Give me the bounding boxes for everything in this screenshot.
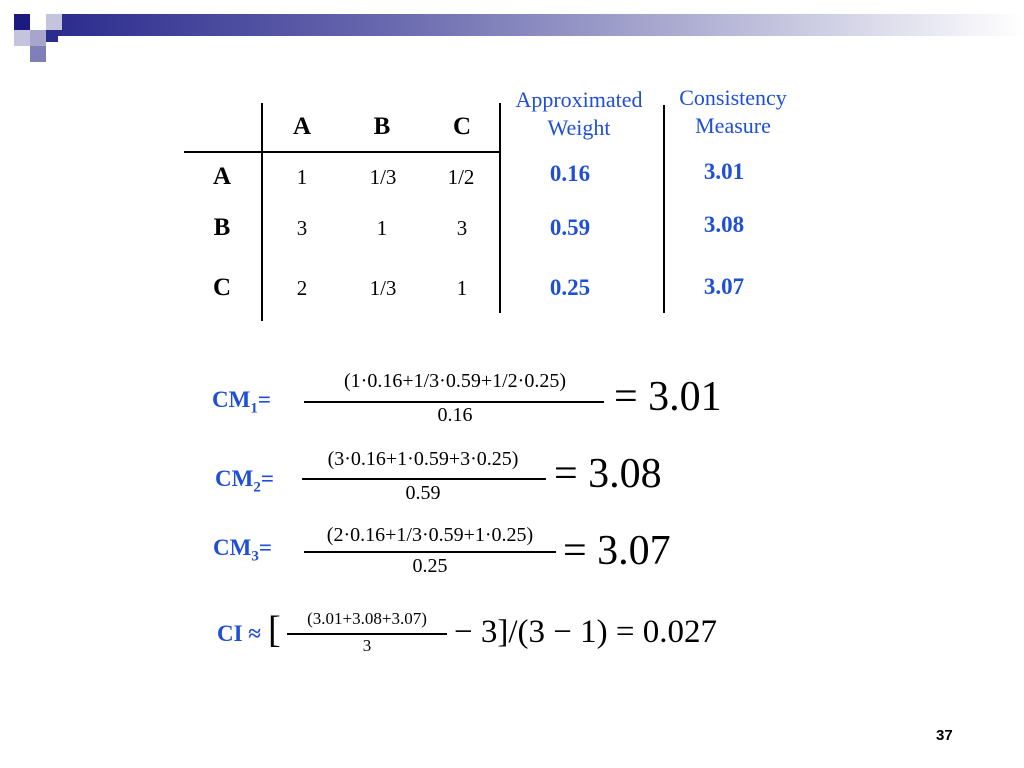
equation-label-sub: 2: [253, 479, 261, 496]
equation-label-suffix: =: [257, 387, 271, 412]
cell-c-b: 1/3: [369, 276, 397, 300]
header-banner: [58, 14, 1024, 36]
cell-b-a: 3: [296, 216, 308, 240]
consistency-a: 3.01: [703, 159, 745, 184]
decor-square-mid: [30, 46, 46, 62]
col-header-c: C: [452, 113, 472, 140]
ci-numerator: (3.01+3.08+3.07): [307, 609, 427, 628]
equation-numerator: (3·0.16+1·0.59+3·0.25): [327, 448, 519, 470]
weight-a: 0.16: [549, 161, 591, 186]
weight-c: 0.25: [549, 275, 591, 300]
cell-a-a: 1: [296, 165, 308, 189]
ci-open-bracket: [: [268, 609, 281, 651]
equation-numerator: (2·0.16+1/3·0.59+1·0.25): [326, 524, 534, 546]
row-header-b: B: [213, 214, 231, 241]
fraction-bar: [304, 401, 604, 403]
equation-label: [212, 387, 271, 418]
weight-header-line1: Approximated: [515, 87, 643, 112]
decor-square-light: [46, 14, 62, 30]
cell-a-b: 1/3: [369, 165, 397, 189]
weight-header-line2: Weight: [547, 115, 611, 140]
cell-c-a: 2: [296, 276, 308, 300]
fraction-bar: [302, 478, 546, 480]
equation-denominator: 0.59: [405, 482, 441, 504]
consistency-b: 3.08: [703, 212, 745, 237]
table-header-divider: [184, 151, 500, 153]
equation-label-text: CM: [215, 466, 254, 491]
fraction-bar: [304, 551, 556, 553]
equation-label-sub: 1: [250, 400, 258, 417]
equation-result: = 3.08: [554, 451, 662, 497]
weight-column-header: [500, 86, 658, 142]
ci-fraction-bar: [287, 633, 447, 635]
ci-result: − 3]/(3 − 1) = 0.027: [454, 614, 717, 650]
equation-label-text: CM: [212, 387, 251, 412]
consistency-column-header: [660, 84, 806, 140]
col-header-a: A: [292, 113, 312, 140]
equation-label-sub: 3: [251, 548, 259, 565]
col-header-b: B: [373, 113, 391, 140]
decor-square-light: [14, 30, 30, 46]
equation-label: [215, 466, 274, 497]
decor-square-dark: [46, 30, 58, 42]
decor-square-dark: [14, 14, 30, 30]
cell-b-c: 3: [456, 216, 468, 240]
row-header-c: C: [212, 274, 232, 301]
consistency-c: 3.07: [703, 274, 745, 299]
decor-square-light: [30, 30, 46, 46]
weight-b: 0.59: [549, 215, 591, 240]
equation-denominator: 0.25: [412, 555, 448, 577]
page-number: 37: [936, 727, 953, 744]
table-weight-divider: [663, 105, 665, 313]
equation-denominator: 0.16: [437, 404, 473, 426]
equation-label: [213, 535, 272, 566]
equation-label-suffix: =: [260, 466, 274, 491]
cell-b-b: 1: [376, 216, 388, 240]
consistency-header-line1: Consistency: [679, 85, 787, 110]
cell-a-c: 1/2: [447, 165, 475, 189]
consistency-header-line2: Measure: [695, 113, 771, 138]
ci-denominator: 3: [362, 636, 372, 655]
cell-c-c: 1: [456, 276, 468, 300]
row-header-a: A: [212, 163, 232, 190]
equation-numerator: (1·0.16+1/3·0.59+1/2·0.25): [344, 370, 566, 392]
equation-label-text: CM: [213, 535, 252, 560]
table-matrix-divider: [499, 103, 501, 313]
equation-result: = 3.07: [563, 528, 671, 574]
ci-label: CI ≈: [217, 621, 261, 646]
table-row-label-divider: [261, 103, 263, 321]
equation-result: = 3.01: [614, 374, 722, 420]
equation-label-suffix: =: [258, 535, 272, 560]
